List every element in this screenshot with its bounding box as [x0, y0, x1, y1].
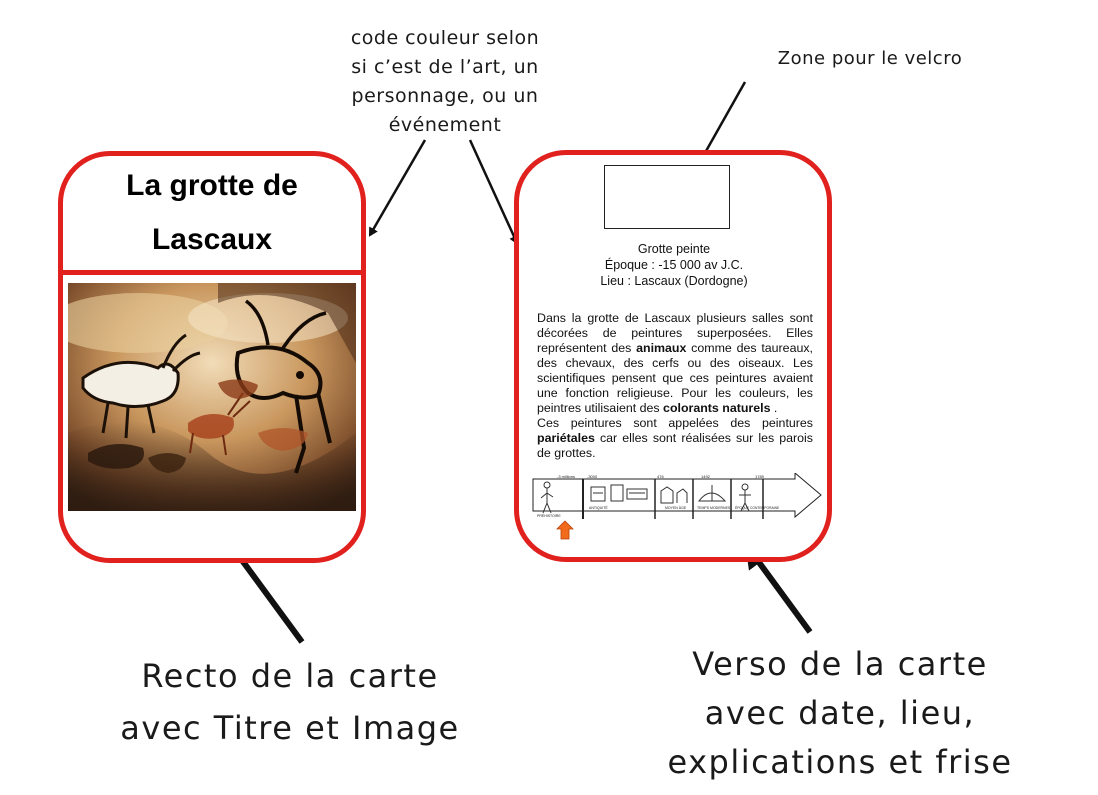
frise-date: -3000 — [587, 474, 598, 479]
velcro-zone — [604, 165, 730, 229]
description-text: Dans la grotte de Lascaux plusieurs salles sont décorées de peintures superposées. Elles représentent des — [537, 311, 813, 355]
verso-epoque: Époque : -15 000 av J.C. — [604, 258, 744, 272]
recto-title — [82, 159, 342, 267]
description-text: comme des taureaux, des chevaux, des cerfs ou des oiseaux. Les scientifiques pensent que ces peintures avaient une fonction religieuse. Pour les couleurs, les peintres utilisaient des — [537, 341, 813, 415]
frise-date: 1789 — [755, 474, 764, 479]
frise-label: ÉPOQUE CONTEMPORAINE — [735, 506, 780, 510]
recto-title-line: La grotte de — [126, 169, 298, 202]
cave-painting-image — [68, 283, 356, 511]
frise-label: MOYEN ÂGE — [665, 506, 687, 510]
present-marker-arrow-icon — [557, 521, 573, 539]
arrow-to-recto-border — [370, 140, 425, 235]
frise-date: -3 millions — [557, 474, 576, 479]
color-code-line: si c’est de l’art, un — [351, 56, 539, 78]
description-text: car elles sont réalisées sur les parois de grottes. — [537, 431, 813, 460]
arrow-to-verso-card — [750, 550, 810, 632]
verso-card — [514, 150, 832, 562]
verso-label-line: explications et frise — [667, 743, 1013, 781]
color-code-line: personnage, ou un — [351, 85, 539, 107]
description-keyword: animaux — [636, 341, 687, 355]
verso-info — [539, 241, 809, 289]
frise-label: ANTIQUITÉ — [589, 506, 608, 510]
recto-label-line: avec Titre et Image — [120, 709, 460, 747]
recto-label-line: Recto de la carte — [141, 657, 439, 695]
verso-description — [537, 311, 813, 461]
description-text: . — [770, 401, 778, 415]
description-keyword: colorants naturels — [663, 401, 771, 415]
color-code-line: événement — [388, 114, 502, 136]
verso-label-line: avec date, lieu, — [704, 694, 976, 732]
description-text: Ces peintures sont appelées des peintures — [537, 416, 813, 430]
recto-title-zone — [63, 156, 361, 275]
recto-label — [60, 650, 520, 754]
timeline-frise — [531, 473, 823, 549]
description-keyword: pariétales — [537, 431, 595, 445]
recto-title-line: Lascaux — [151, 223, 273, 256]
verso-type: Grotte peinte — [637, 242, 711, 256]
frise-label: PRÉHISTOIRE — [537, 514, 561, 518]
recto-card — [58, 151, 366, 563]
verso-lieu: Lieu : Lascaux (Dordogne) — [600, 274, 748, 288]
frise-date: 1492 — [701, 474, 710, 479]
frise-date: 476 — [657, 474, 664, 479]
frise-label: TEMPS MODERNES — [697, 506, 731, 510]
arrow-to-verso-border — [470, 140, 517, 243]
velcro-note: Zone pour le velcro — [777, 48, 963, 69]
verso-label — [610, 640, 1070, 787]
color-code-line: code couleur selon — [350, 27, 540, 49]
verso-label-line: Verso de la carte — [692, 645, 988, 683]
